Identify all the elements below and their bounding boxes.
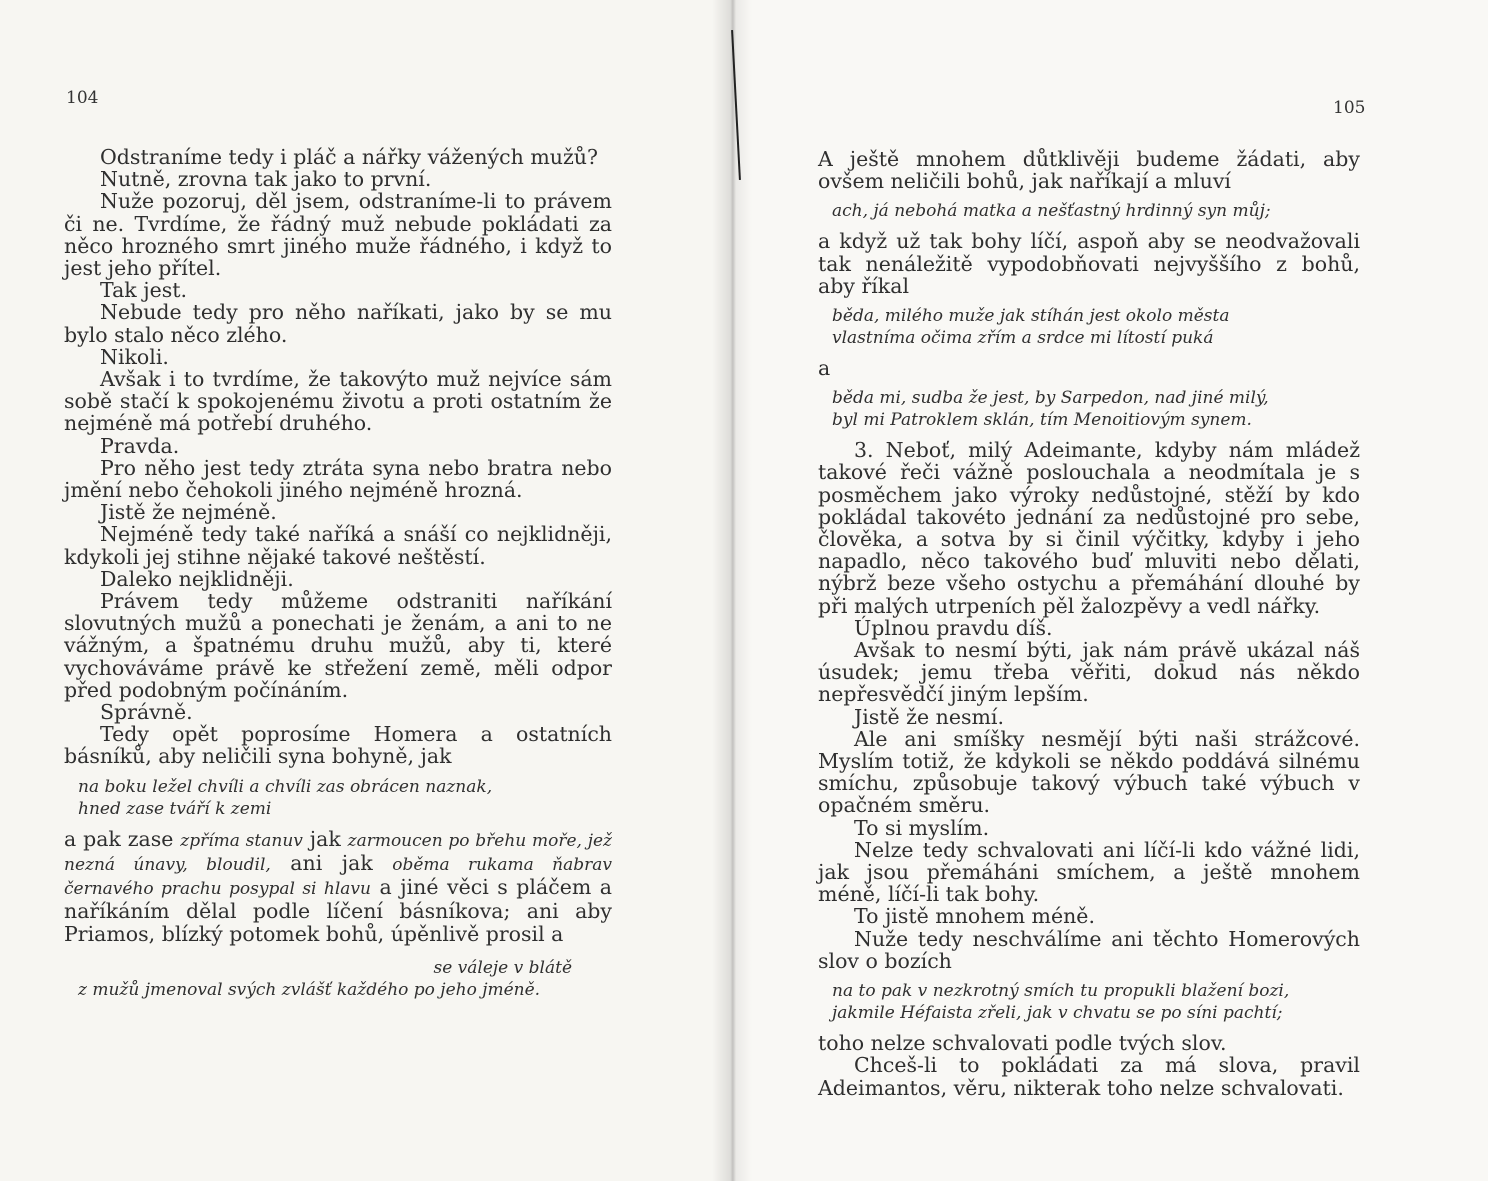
paragraph: Správně. [100, 700, 193, 725]
verse-quote-line: z mužů jmenoval svých zvlášť každého po jeho jméně. [78, 979, 541, 1000]
paragraph: Odstraníme tedy i pláč a nářky vážených mužů? [100, 145, 598, 169]
text-run: jak [302, 826, 348, 851]
right-text-column [818, 148, 1360, 1099]
text-run: a pak zase [64, 826, 181, 851]
paragraph: Nelze tedy schvalovati ani líčí-li kdo vážné lidi, jak jsou přemáháni smíchem, a ještě mnohem méně, líčí-li tak bohy. [818, 837, 1360, 907]
paragraph-mixed [64, 828, 612, 945]
paragraph: Nuže pozoruj, děl jsem, odstraníme-li to právem či ne. Tvrdíme, že řádný muž nebude pokládati za něco hrozného smrt jiného muže řádného, i když to jest jeho přítel. [64, 189, 612, 281]
paragraph: Nebude tedy pro něho naříkati, jako by se mu bylo stalo něco zlého. [64, 300, 612, 347]
italic-run: zarmoucen po břehu moře, jež nezná únavy, bloudil, [64, 830, 612, 875]
page-number-right: 105 [1333, 98, 1366, 118]
paragraph: To jistě mnohem méně. [854, 904, 1095, 929]
page-number-left: 104 [66, 88, 99, 108]
paragraph: Avšak i to tvrdíme, že takovýto muž nejvíce sám sobě stačí k spokojenému životu a proti ostatním že nejméně má potřebí druhého. [64, 367, 612, 436]
paragraph: Nikoli. [100, 344, 169, 369]
conjunction-line: a [818, 356, 831, 381]
paragraph: a když už tak bohy líčí, aspoň aby se neodvažovali tak nenáležitě vypodobňovati nejvyššího z bohů, aby říkal [818, 229, 1360, 298]
verse-quote-line: se váleje v blátě [433, 957, 572, 978]
verse-quote: na to pak v nezkrotný smích tu propukli blažení bozi, jakmile Héfaista zřeli, jak v chvatu se po síni pachtí; [832, 981, 1290, 1024]
paragraph: Nejméně tedy také naříká a snáší co nejklidněji, kdykoli jej stihne nějaké takové neštěstí. [64, 522, 612, 569]
paragraph: Jistě že nejméně. [100, 500, 277, 525]
verse-quote: běda, milého muže jak stíhán jest okolo města vlastníma očima zřím a srdce mi lítostí puká [832, 306, 1230, 349]
italic-run: oběma rukama ňabrav černavého prachu posypal si hlavu [64, 854, 612, 900]
paragraph: A ještě mnohem důtklivěji budeme žádati, aby ovšem neličili bohů, jak naříkají a mluví [818, 147, 1360, 194]
paragraph: Ale ani smíšky nesmějí býti naši strážcové. Myslím totiž, že kdykoli se někdo poddává silnému smíchu, způsobuje takový výbuch také výbuch v opačném směru. [818, 726, 1360, 818]
book-gutter-shadow [712, 0, 752, 1181]
verse-quote: na boku ležel chvíli a chvíli zas obrácen naznak, hned zase tváří k zemi [78, 776, 493, 819]
text-run: ani jak [270, 850, 393, 875]
paragraph: Avšak to nesmí býti, jak nám právě ukázal náš úsudek; jemu třeba věřiti, dokud nás někdo nepřesvědčí jiným lepším. [818, 638, 1360, 707]
paragraph: Právem tedy můžeme odstraniti naříkání slovutných mužů a ponechati je ženám, a ani to ne vážným, a špatnému druhu mužů, aby ti, které vychováváme právě ke střežení země, měli odpor před podobným počínáním. [64, 589, 612, 702]
paragraph: Tedy opět poprosíme Homera a ostatních básníků, aby neličili syna bohyně, jak [64, 722, 612, 769]
italic-run: zpříma stanuv [180, 830, 303, 851]
text-run: a jiné věci s pláčem a naříkáním dělal podle líčení básníkova; ani aby Priamos, blízký potomek bohů, úpěnlivě prosil a [64, 875, 613, 946]
paragraph: To si myslím. [854, 815, 990, 840]
paragraph: toho nelze schvalovati podle tvých slov. [818, 1031, 1227, 1056]
paragraph: Úplnou pravdu díš. [854, 615, 1053, 640]
left-page [0, 0, 730, 1181]
paragraph: Tak jest. [100, 278, 188, 303]
paragraph: 3. Neboť, milý Adeimante, kdyby nám mládež takové řeči vážně poslouchala a neodmítala je s posměchem jako výroky nedůstojné, stěží by kdo pokládal takovéto jednání za nedůstojné pro sebe, člověka, a sotva by si činil výčitky, kdyby i jeho napadlo, něco takového buď mluviti nebo dělati, nýbrž beze všeho ostychu a přemáhání dlouhé by při malých utrpeních pěl žalozpěvy a vedl nářky. [818, 438, 1360, 618]
paragraph: Chceš-li to pokládati za má slova, pravil Adeimantos, věru, nikterak toho nelze schvalovati. [818, 1053, 1360, 1100]
left-text-column [64, 146, 612, 1009]
paragraph: Pro něho jest tedy ztráta syna nebo bratra nebo jmění nebo čehokoli jiného nejméně hrozná. [64, 455, 612, 503]
verse-quote: běda mi, sudba že jest, by Sarpedon, nad jiné milý, byl mi Patroklem sklán, tím Menoitiovým synem. [832, 388, 1269, 431]
paragraph: Nutně, zrovna tak jako to první. [100, 167, 432, 192]
paragraph: Nuže tedy neschválíme ani těchto Homerových slov o bozích [818, 926, 1360, 973]
paragraph: Pravda. [100, 433, 180, 458]
paragraph: Jistě že nesmí. [854, 704, 1004, 729]
paragraph: Daleko nejklidněji. [100, 566, 294, 591]
verse-quote: ach, já nebohá matka a nešťastný hrdinný syn můj; [832, 201, 1271, 222]
